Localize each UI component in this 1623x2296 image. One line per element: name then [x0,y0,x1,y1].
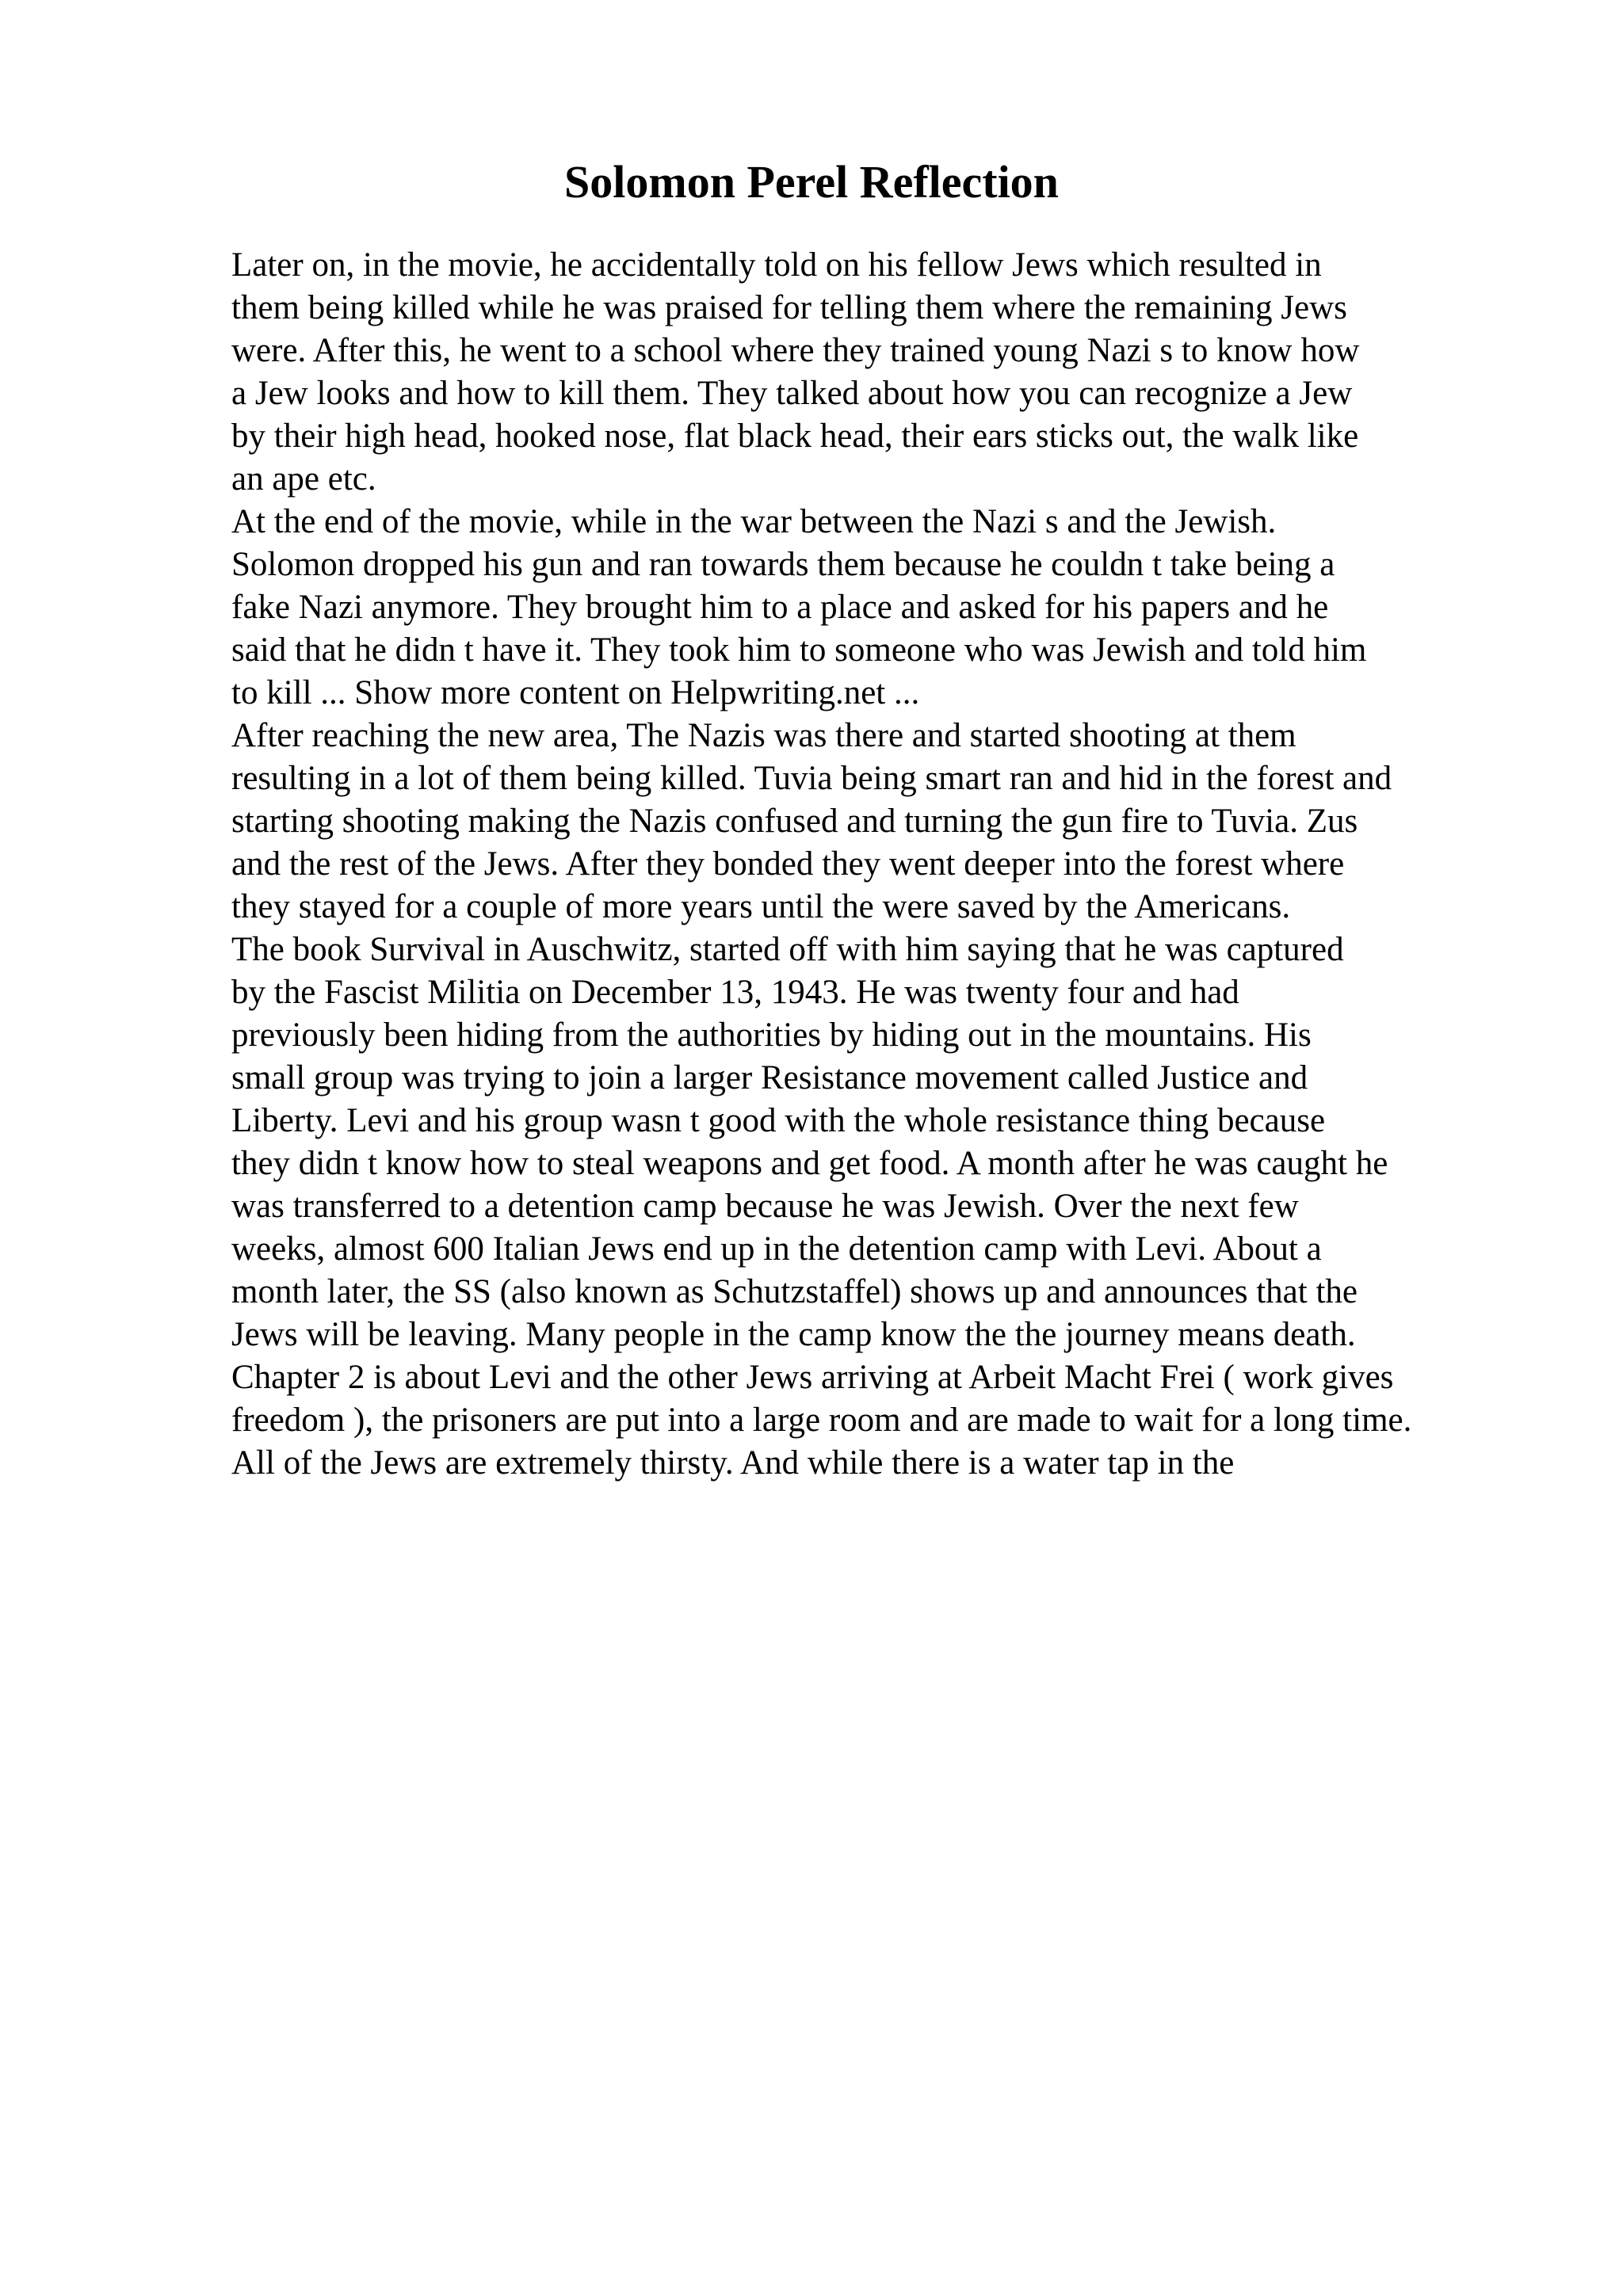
text-line: At the end of the movie, while in the war between the Nazi s and the Jewish. [231,503,1277,540]
text-line: to kill ... Show more content on Helpwriting.net ... [231,674,920,711]
text-line: fake Nazi anymore. They brought him to a place and asked for his papers and he [231,589,1329,626]
text-line: Chapter 2 is about Levi and the other Jews arriving at Arbeit Macht Frei ( work gives [231,1359,1394,1396]
page-title: Solomon Perel Reflection [564,156,1059,208]
text-line: said that he didn t have it. They took him to someone who was Jewish and told him [231,631,1367,669]
text-line: a Jew looks and how to kill them. They talked about how you can recognize a Jew [231,375,1353,412]
text-line: and the rest of the Jews. After they bonded they went deeper into the forest where [231,845,1345,883]
text-line: previously been hiding from the authorities by hiding out in the mountains. His [231,1016,1312,1054]
text-line: All of the Jews are extremely thirsty. And while there is a water tap in the [231,1444,1235,1482]
text-line: by their high head, hooked nose, flat black head, their ears sticks out, the walk like [231,418,1359,455]
text-line: Solomon dropped his gun and ran towards them because he couldn t take being a [231,546,1335,583]
text-line: by the Fascist Militia on December 13, 1943. He was twenty four and had [231,974,1239,1011]
text-line: month later, the SS (also known as Schutzstaffel) shows up and announces that the [231,1273,1358,1310]
text-line: Liberty. Levi and his group wasn t good with the whole resistance thing because [231,1102,1326,1139]
text-line: Jews will be leaving. Many people in the camp know the the journey means death. [231,1316,1356,1353]
text-line: was transferred to a detention camp because he was Jewish. Over the next few [231,1188,1299,1225]
text-line: them being killed while he was praised for telling them where the remaining Jews [231,289,1347,326]
text-line: they didn t know how to steal weapons and get food. A month after he was caught he [231,1145,1388,1182]
text-line: Later on, in the movie, he accidentally told on his fellow Jews which resulted in [231,246,1322,284]
text-line: freedom ), the prisoners are put into a large room and are made to wait for a long time. [231,1402,1412,1439]
text-line: they stayed for a couple of more years until the were saved by the Americans. [231,888,1291,925]
text-line: weeks, almost 600 Italian Jews end up in the detention camp with Levi. About a [231,1230,1322,1268]
text-line: were. After this, he went to a school where they trained young Nazi s to know how [231,332,1360,369]
text-line: small group was trying to join a larger Resistance movement called Justice and [231,1059,1308,1097]
text-line: starting shooting making the Nazis confused and turning the gun fire to Tuvia. Zus [231,803,1358,840]
text-line: The book Survival in Auschwitz, started off with him saying that he was captured [231,931,1344,968]
text-line: an ape etc. [231,460,376,498]
text-line: After reaching the new area, The Nazis was there and started shooting at them [231,717,1296,754]
body-text [231,244,1594,1485]
text-line: resulting in a lot of them being killed. Tuvia being smart ran and hid in the forest and [231,760,1392,797]
